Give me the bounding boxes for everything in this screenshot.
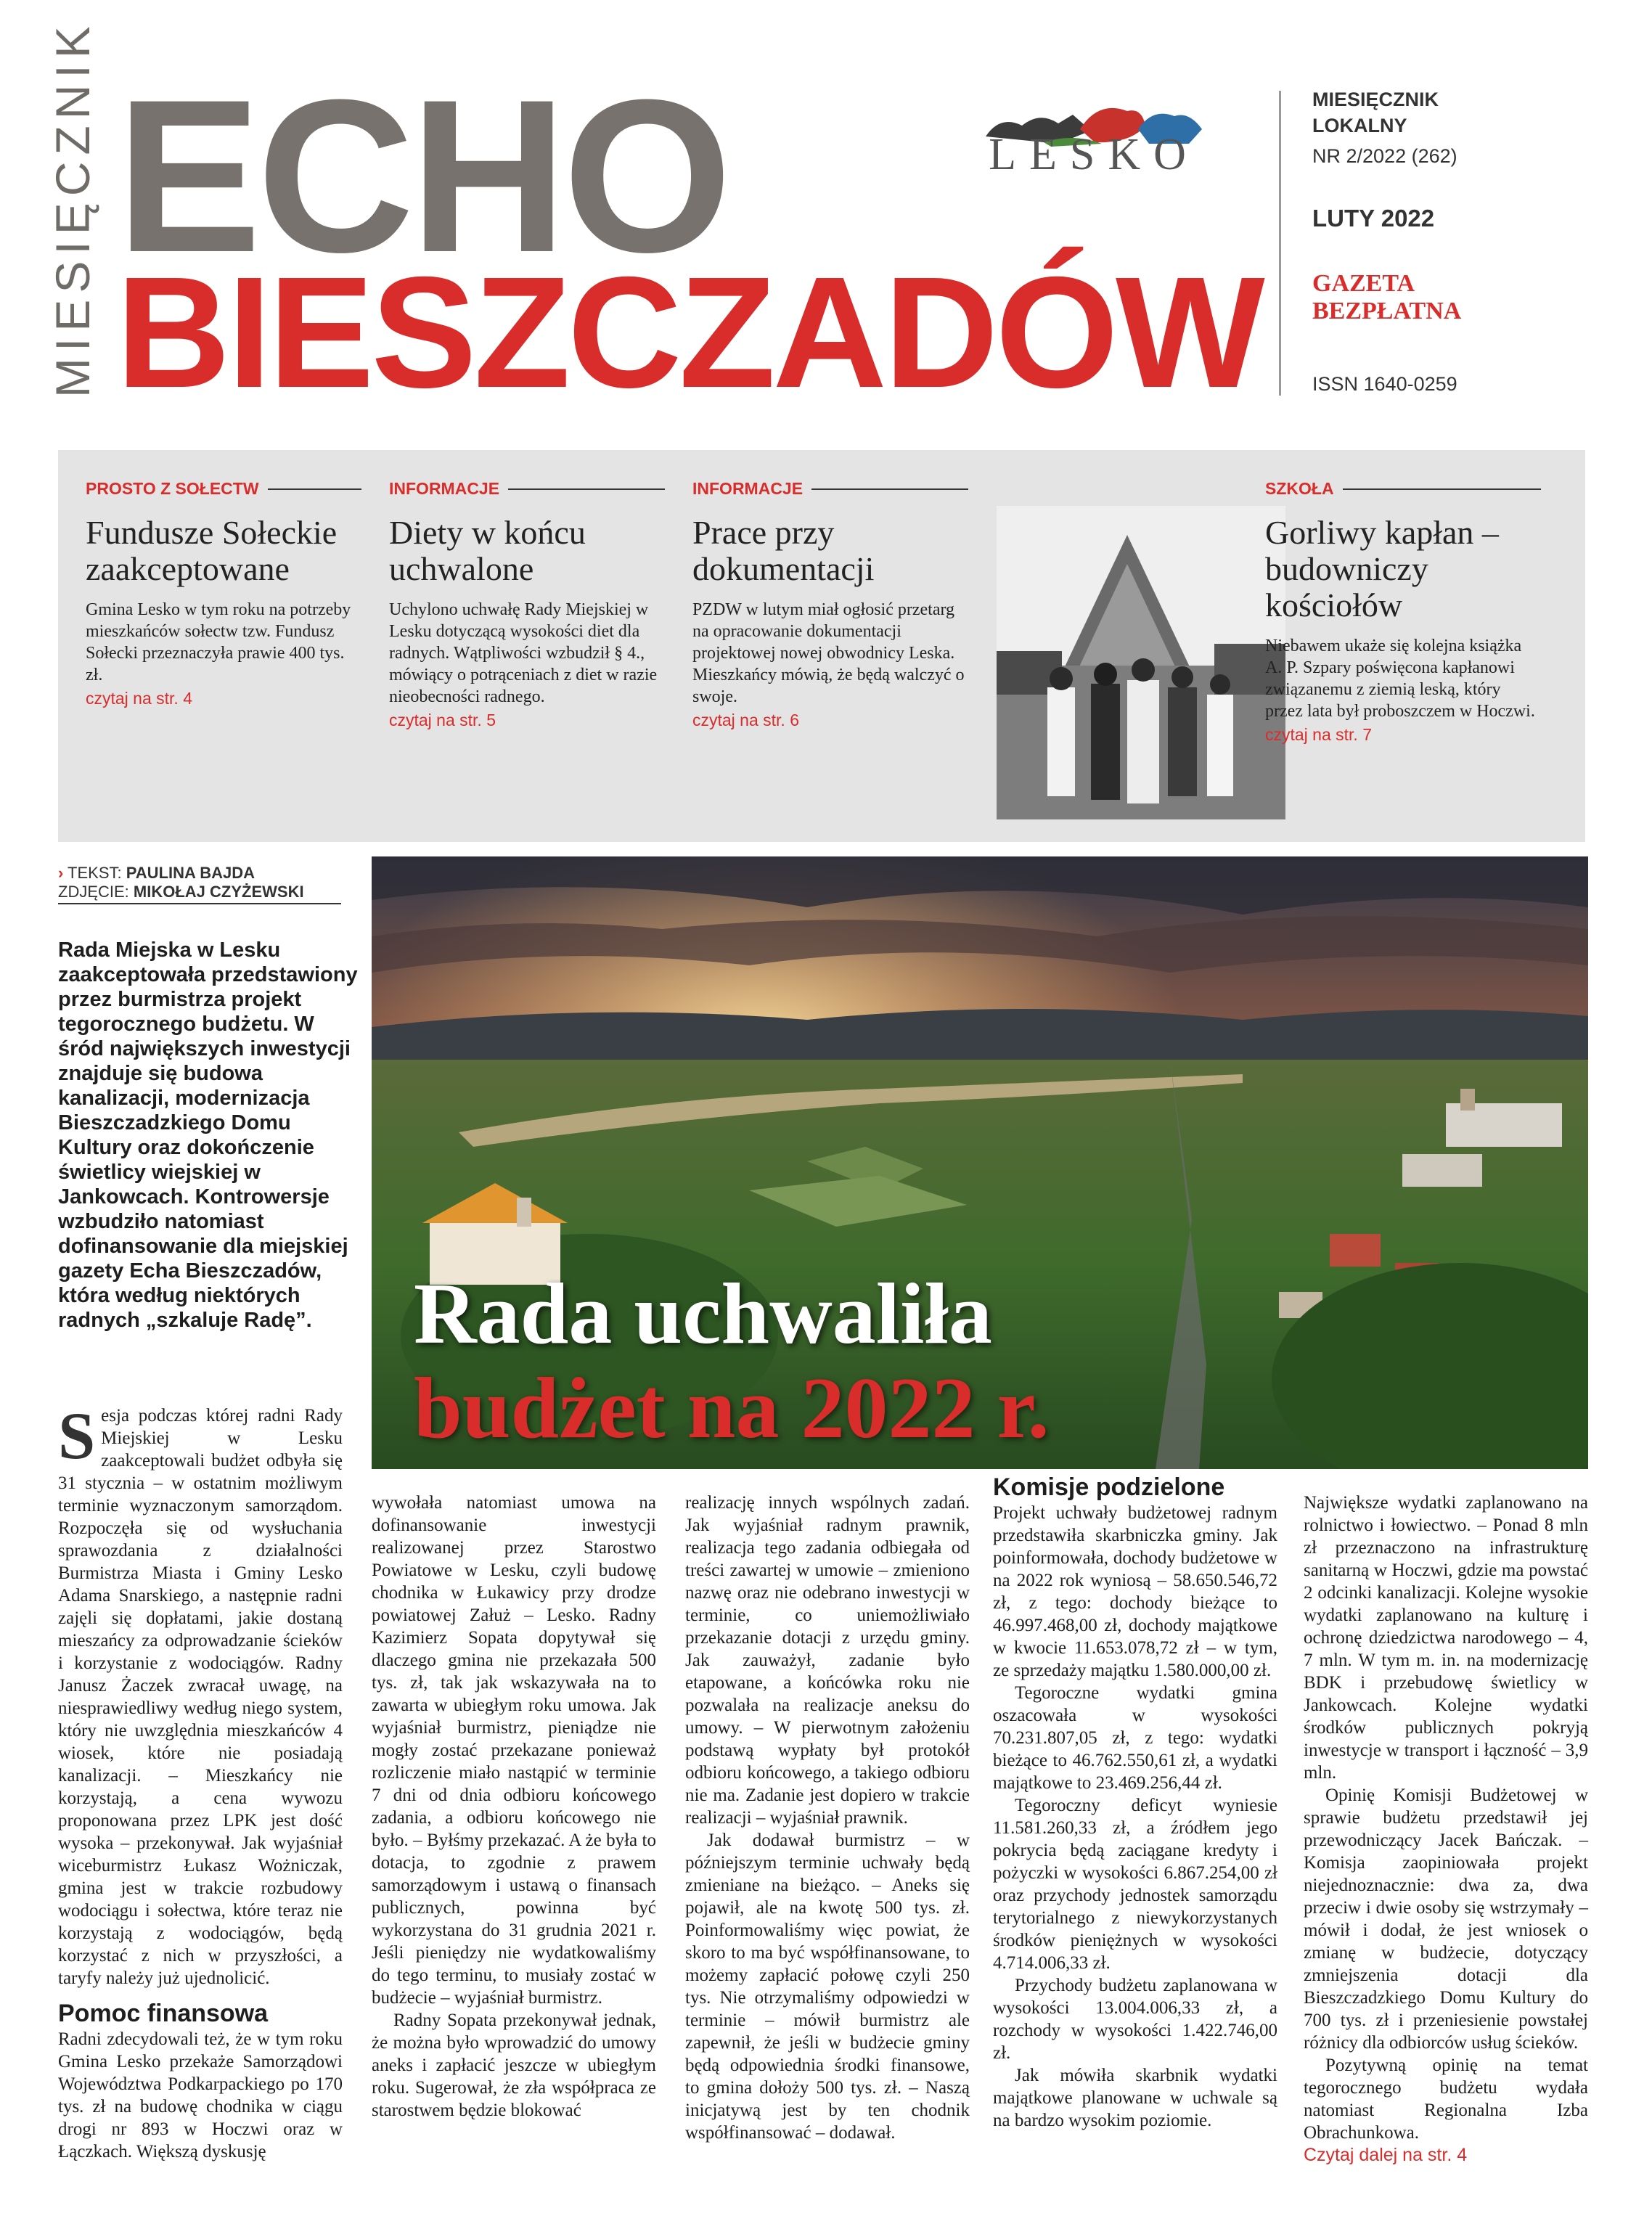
article-paragraph (58, 1399, 343, 1989)
article-column-5 (1304, 1492, 1588, 2167)
teaser-title: Diety w końcu uchwalone (389, 514, 586, 587)
article-column-4 (993, 1472, 1277, 2132)
article-text: esja podczas której radni Rady Miejskiej w Lesku zaakceptowali budżet odbyła się 31 stycznia – w ostatnim możliwym terminie wyznaczonym samorządom. Rozpoczęła się od wysłuchania sprawozdania z działalności Burmistrza Miasta i Gminy Lesko Adama Snarskiego, a następnie radni zajęli się dopłatami, jakie dostaną mieszańcy za odprowadzanie ścieków i korzystanie z wodociągów. Radny Janusz Żaczek zwracał uwagę, na niesprawiedliwy według niego system, który nie uwzględnia mieszkańców 4 wiosek, które nie posiadają kanalizacji. – Mieszkańcy nie korzystają, a cena wywozu proponowana przez LPK jest dość wysoka – przekonywał. Jak wyjaśniał wiceburmistrz Łukasz Wożniczak, gmina jest w trakcie rozbudowy wodociągu i sołectwa, które teraz nie korzystają z wodociągów, będą korzystać z nich w przyszłości, a taryfy należy już ujednolicić. (58, 1406, 343, 1988)
article-paragraph: Przychody budżetu zaplanowana w wysokości 13.004.006,33 zł, a rozchody w wysokości 1.422.746,00 zł. (993, 1976, 1277, 2063)
article-paragraph: Radni zdecydowali też, że w tym roku Gmina Lesko przekaże Samorządowi Województwa Podkarpackiego po 170 tys. zł na budowę chodnika w ciągu drogi nr 893 w Hoczwi oraz w Łączkach. Większą dyskusję (58, 2029, 343, 2161)
meta-monthly: MIESIĘCZNIK (1312, 89, 1439, 110)
byline (58, 864, 341, 901)
teaser-card[interactable] (389, 450, 665, 730)
teaser-title: Prace przy dokumentacji (692, 514, 875, 587)
byline-photo-label: ZDJĘCIE: (58, 883, 129, 901)
subheading-committees: Komisje podzielone (993, 1473, 1225, 1501)
article-paragraph: Jak dodawał burmistrz – w późniejszym terminie uchwały będą zmieniane na bieżąco. – Aneks się pojawił, ale na kwotę 500 tys. zł. Poinformowaliśmy więc powiat, że skoro to ma być współfinansowane, to możemy zapłacić połowę czyli 250 tys. Nie otrzymaliśmy odpowiedzi w terminie – mówił burmistrz ale zapewnił, że jeśli w budżecie gminy będą odpowiednia środki finansowe, to gmina dołoży 500 tys. zł. – Naszą inicjatywą jest by ten chodnik współfinansować – dodawał. (685, 1831, 970, 2143)
byline-rule (58, 903, 341, 904)
free-paper-line1: GAZETA (1312, 270, 1415, 297)
article-paragraph: Pozytywną opinię na temat tegorocznego budżetu wydała natomiast Regionalna Izba Obrachunkowa. (1304, 2056, 1588, 2143)
byline-photographer: MIKOŁAJ CZYŻEWSKI (133, 883, 304, 901)
masthead-divider (1279, 91, 1281, 396)
teaser-kicker: SZKOŁA (1265, 479, 1541, 499)
article-paragraph: Opinię Komisji Budżetowej w sprawie budżetu przedstawił jej przewodniczący Jacek Bańczak. – Komisja zaopiniowała projekt niejednoznacznie: dwa za, dwa przeciw i dwie osoby się wstrzymały – mówił i dodał, że jest wniosek o zmianę w budżecie, dotyczący zmniejszenia dotacji dla Bieszczadzkiego Domu Kultury do 700 tys. zł i przeniesienie powstałej różnicy dla odbiorców usług ścieków. (1304, 1786, 1588, 2053)
teaser-read-more-link[interactable]: czytaj na str. 4 (86, 689, 193, 708)
masthead-title-echo: ECHO (116, 54, 728, 298)
teaser-band (58, 450, 1585, 842)
byline-text-label: TEKST: (68, 864, 122, 882)
teaser-kicker: INFORMACJE (692, 479, 968, 499)
issn: ISSN 1640-0259 (1312, 373, 1457, 395)
byline-author: PAULINA BAJDA (126, 864, 255, 882)
teaser-card[interactable] (692, 450, 968, 730)
subheading-financial-aid: Pomoc finansowa (58, 2000, 269, 2027)
teaser-read-more-link[interactable]: czytaj na str. 6 (692, 711, 800, 729)
article-lead: Rada Miejska w Lesku zaakceptowała przedstawiony przez burmistrza projekt tegorocznego budżetu. W śród największych inwestycji znajduje się budowa kanalizacji, modernizacja Bieszczadzkiego Domu Kultury oraz dokończenie świetlicy wiejskiej w Jankowcach. Kontrowersje wzbudziło natomiast dofinansowanie dla miejskiej gazety Echa Bieszczadów, która według niektórych radnych „szkaluje Radę”. (58, 938, 358, 1332)
chevron-right-icon: › (58, 864, 64, 882)
teaser-read-more-link[interactable]: czytaj na str. 7 (1265, 725, 1373, 744)
issue-date: LUTY 2022 (1312, 205, 1435, 232)
lesko-logo-text: LESKO (989, 130, 1199, 179)
article-paragraph: Tegoroczny deficyt wyniesie 11.581.260,33 zł, a źródłem jego pokrycia będą zaciągane kredyty i pożyczki w wysokości 6.867.254,00 zł oraz przychody jednostek samorządu terytorialnego z niewykorzystanych środków pieniężnych w wysokości 4.714.006,33 zł. (993, 1796, 1277, 1973)
headline-line1: Rada uchwaliła (414, 1265, 992, 1362)
issue-number: NR 2/2022 (262) (1312, 145, 1457, 167)
article-column-2 (372, 1492, 656, 2122)
free-paper-line2: BEZPŁATNA (1312, 298, 1462, 324)
teaser-body: Niebawem ukaże się kolejna książka A. P. Szpary poświęcona kapłanowi związanemu z ziemią leską, który przez lata był proboszczem w Hoczwi. (1265, 637, 1535, 721)
article-paragraph: Projekt uchwały budżetowej radnym przedstawiła skarbniczka gminy. Jak poinformowała, dochody budżetowe w na 2022 rok wyniosą – 58.650.546,72 zł, z tego: dochody bieżące to 46.997.468,00 zł, dochody majątkowe w kwocie 11.653.078,72 zł – w tym, ze sprzedaży majątku 1.580.000,00 zł. (993, 1503, 1277, 1680)
article-paragraph: Największe wydatki zaplanowano na rolnictwo i łowiectwo. – Ponad 8 mln zł przeznaczono na infrastrukturę sanitarną w Hoczwi, gdzie ma powstać 2 odcinki kanalizacji. Kolejne wysokie wydatki zaplanowano na kulturę i ochronę dziedzictwa narodowego – 4, 7 mln. W tym m. in. na modernizację BDK i przebudowę świetlicy w Jankowcach. Kolejne wydatki środków publicznych pokryją inwestycje w transport i łączność – 3,9 mln. (1304, 1493, 1588, 1783)
article-paragraph: Radny Sopata przekonywał jednak, że można było wprowadzić do umowy aneks i zapłacić jeszcze w ubiegłym roku. Sugerował, że zła współpraca ze starostwem będzie blokować (372, 2011, 656, 2120)
article-column-3 (685, 1492, 970, 2144)
article-paragraph: realizację innych wspólnych zadań. Jak wyjaśniał radnym prawnik, realizacja tego zadania odbiegała od treści zawartej w umowie – zmieniono nazwę oraz nie odebrano inwestycji w terminie, co uniemożliwiało przekazanie dotacji z urzędu gminy. Jak zauważył, zadanie było etapowane, a końcówka roku nie pozwalała na realizacje aneksu do umowy. – W pierwotnym założeniu podstawą wypłaty był protokół odbioru końcowego, a takiego odbioru nie ma. Zadanie jest dopiero w trakcie realizacji – wyjaśniał prawnik. (685, 1493, 970, 1828)
continue-reading-link[interactable]: Czytaj dalej na str. 4 (1304, 2145, 1468, 2165)
masthead-title-bieszczadow: BIESZCZADÓW (116, 245, 1262, 421)
headline-line2: budżet na 2022 r. (414, 1359, 1050, 1456)
byline-text (58, 864, 341, 883)
teaser-title: Fundusze Sołeckie zaakceptowane (86, 514, 338, 587)
teaser-body: Uchylono uchwałę Rady Miejskiej w Lesku dotyczącą wysokości diet dla radnych. Wątpliwości wzbudził § 4., mówiący o potrąceniach z diet w razie nieobecności radnego. (389, 600, 658, 706)
article-paragraph: Jak mówiła skarbnik wydatki majątkowe planowane w uchwale są na bardzo wysokim poziomie. (993, 2066, 1277, 2130)
teaser-kicker: PROSTO Z SOŁECTW (86, 479, 361, 499)
teaser-photo-priests (997, 506, 1285, 819)
teaser-card[interactable] (86, 450, 361, 708)
article-paragraph: wywołała natomiast umowa na dofinansowanie inwestycji realizowanej przez Starostwo Powiatowe w Lesku, czyli budowę chodnika w Łukawicy przy drodze powiatowej Załuż – Lesko. Radny Kazimierz Sopata dopytywał się dlaczego gmina nie przekazała 500 tys. zł, tak jak wskazywała na to zawarta w ubiegłym roku umowa. Jak wyjaśniał burmistrz, pieniądze nie mogły zostać przekazane ponieważ rozliczenie miało nastąpić w terminie 7 dni od dnia odbioru końcowego zadania, a odbioru końcowego nie było. – Byłśmy przekazać. A że była to dotacja, to zgodnie z prawem samorządowym i ustawą o finansach publicznych, powinna być wykorzystana do 31 grudnia 2021 r. Jeśli pieniędzy nie wydatkowaliśmy do tego terminu, to musiały zostać w budżecie – wyjaśniał burmistrz. (372, 1493, 656, 2008)
teaser-body: Gmina Lesko w tym roku na potrzeby mieszkańców sołectw tzw. Fundusz Sołecki przeznaczyła prawie 400 tys. zł. (86, 600, 351, 684)
article-paragraph: Tegoroczne wydatki gmina oszacowała w wysokości 70.231.807,05 zł, z tego: wydatki bieżące to 46.762.550,61 zł, a wydatki majątkowe to 23.469.256,44 zł. (993, 1683, 1277, 1793)
masthead-vertical-label: MIESIĘCZNIK (46, 20, 99, 398)
teaser-read-more-link[interactable]: czytaj na str. 5 (389, 711, 496, 729)
article-column-1 (58, 1399, 343, 2163)
teaser-title: Gorliwy kapłan – budowniczy kościołów (1265, 514, 1499, 623)
byline-photo (58, 883, 341, 901)
meta-local: LOKALNY (1312, 115, 1407, 136)
teaser-kicker: INFORMACJE (389, 479, 665, 499)
teaser-card[interactable] (1265, 450, 1541, 745)
drop-cap: S (58, 1399, 96, 1473)
teaser-body: PZDW w lutym miał ogłosić przetarg na opracowanie dokumentacji projektowej nowej obwodnicy Leska. Mieszkańcy mówią, że będą walczyć o swoje. (692, 600, 965, 706)
